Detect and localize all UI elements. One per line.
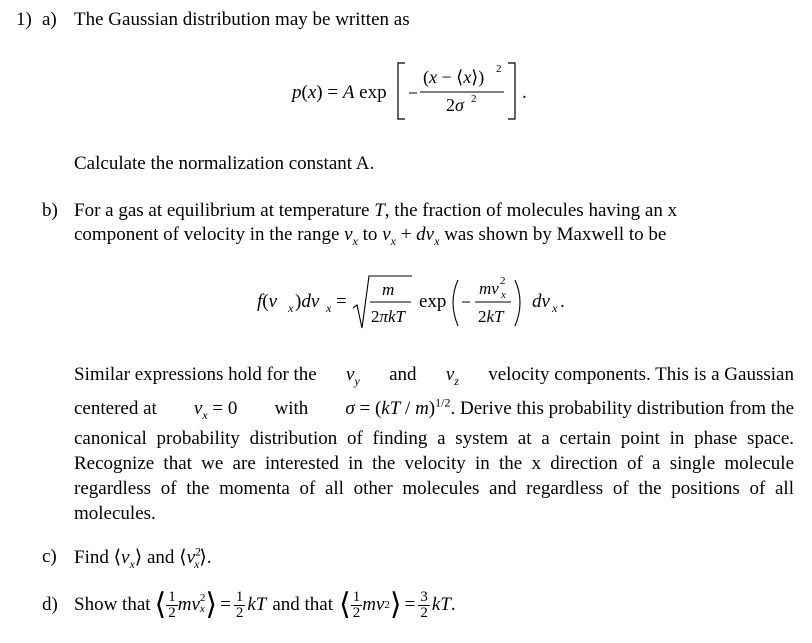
part-d-text: Show that ⟨ $\frac{1}{2}$ mv 2 x ⟩ = $\frac{1}{2}$ kT and that ⟨ $\frac{1}{2}$ mv 2 ⟩ = $\frac{3}{2}$ kT . (74, 588, 456, 621)
part-a-question: Calculate the normalization constant A. (74, 153, 375, 174)
part-b-para-line2: centered at $v_x = 0$ with σ = (kT / m)$^{1/2}$. Derive this probability distribution from the (74, 395, 794, 422)
part-b-line2: component of velocity in the range $v_x$ to $v_x + dv_x$ was shown by Maxwell to be (74, 224, 667, 248)
part-b-line1 (74, 200, 794, 222)
part-b-para-rest: canonical probability distribution of finding a system at a certain point in phase space. Recognize that we are interested in the velocity in the x direction of a single molecule regardless of the momenta of all other molecules and regardless of the positions of all molecules. (74, 428, 794, 524)
part-a-intro: The Gaussian distribution may be written as (74, 9, 410, 30)
svg-text:mv: mv (479, 279, 499, 298)
svg-text:2σ: 2σ (446, 95, 464, 115)
svg-text:=: = (336, 291, 347, 312)
svg-text:x: x (288, 301, 294, 315)
maxwell-equation-svg (257, 270, 587, 340)
svg-text:)dv: )dv (295, 291, 320, 312)
part-c-text: Find $⟨v_x⟩$ and $⟨v^2_x⟩$. (74, 544, 212, 571)
part-b-label: b) (42, 200, 58, 221)
gaussian-equation-svg (290, 55, 530, 125)
part-a-label: a) (42, 9, 57, 30)
svg-text:x: x (501, 289, 506, 301)
svg-text:(x − ⟨x⟩): (x − ⟨x⟩) (423, 67, 485, 87)
svg-text:2kT: 2kT (478, 307, 504, 326)
part-c-label: c) (42, 546, 57, 567)
svg-text:f(v: f(v (257, 291, 278, 312)
part-b-line1-text-a: For a gas at equilibrium at temperature T, the fraction of molecules having an x (74, 200, 678, 221)
svg-text:.: . (522, 82, 527, 103)
svg-text:dv: dv (532, 291, 550, 312)
svg-text:p(x) = A exp: p(x) = A exp (292, 82, 387, 103)
svg-text:2πkT: 2πkT (371, 307, 406, 326)
part-d-label: d) (42, 594, 58, 615)
svg-text:2: 2 (500, 275, 506, 287)
svg-text:x: x (326, 301, 332, 315)
part-b-para-line1: Similar expressions hold for the $v_y$ and $v_z$ velocity components. This is a Gaussian (74, 364, 794, 388)
svg-text:exp: exp (419, 291, 447, 312)
problem-number: 1) (16, 9, 32, 30)
svg-text:2: 2 (496, 63, 502, 75)
svg-text:x: x (552, 301, 558, 315)
svg-text:m: m (382, 280, 395, 299)
svg-text:2: 2 (471, 93, 477, 105)
svg-text:.: . (560, 291, 565, 312)
